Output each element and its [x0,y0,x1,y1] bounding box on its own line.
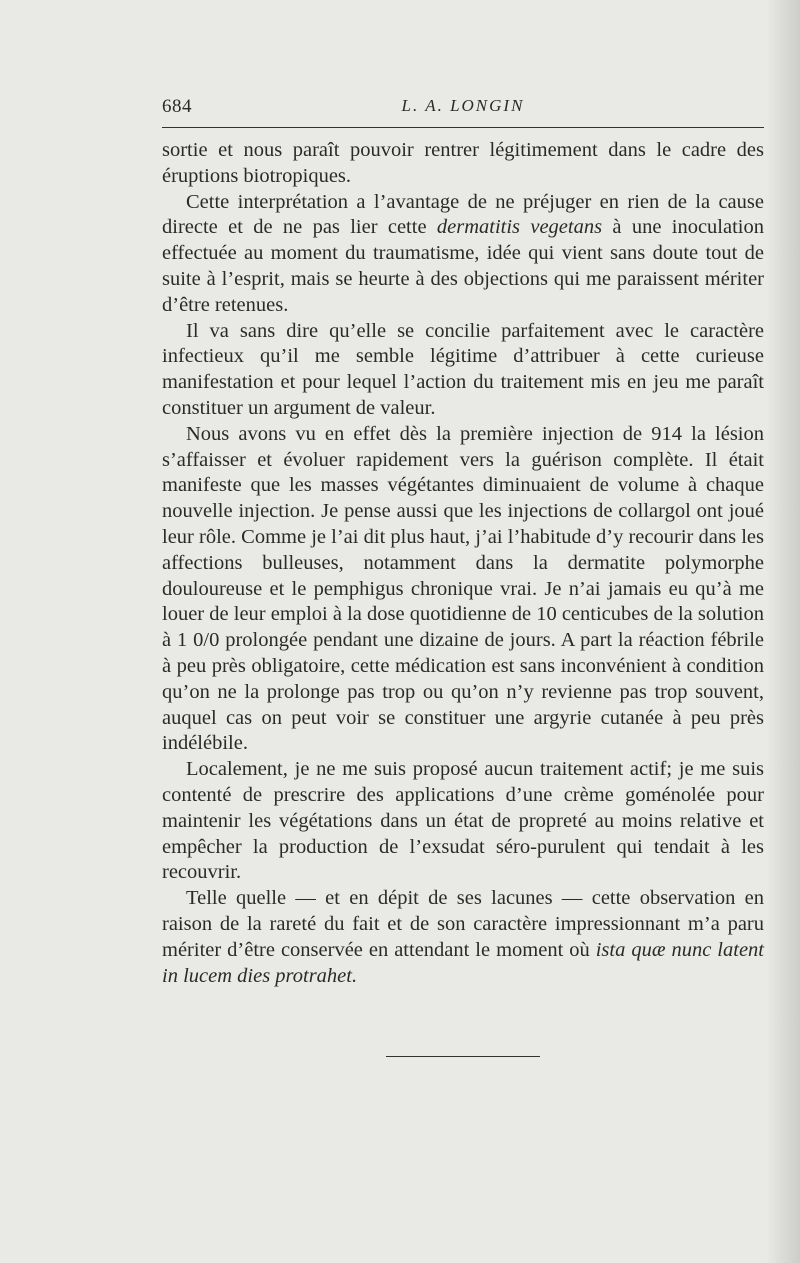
paragraph-6 [162,886,764,989]
paragraph-4 [162,422,764,757]
paragraph-3-text: Il va sans dire qu’elle se concilie parfaitement avec le caractère infectieux qu’il me semble légitime d’attribuer à cette curieuse manifestation et pour lequel l’action du traitement mis en jeu me paraît constituer un argument de valeur. [162,319,764,419]
body-text [162,138,764,989]
paragraph-5-text: Localement, je ne me suis proposé aucun traitement actif; je me suis contenté de prescrire des applications d’une crème goménolée pour maintenir les végétations dans un état de propreté au moins relative et empêcher la production de l’exsudat séro-purulent qui tendait à les recouvrir. [162,758,764,884]
end-rule [386,1056,540,1057]
paragraph-1 [162,138,764,190]
paragraph-4-text: Nous avons vu en effet dès la première injection de 914 la lésion s’affaisser et évoluer rapidement vers la guérison complète. Il était manifeste que les masses végétantes diminuaient de volume à chaque nouvelle injection. Je pense aussi que les injections de collargol ont joué leur rôle. Comme je l’ai dit plus haut, j’ai l’habitude d’y recourir dans les affections bulleuses, notamment dans la dermatite polymorphe douloureuse et le pemphigus chronique vrai. Je n’ai jamais eu qu’à me louer de leur emploi à la dose quotidienne de 10 centicubes de la solution à 1 0/0 prolongée pendant une dizaine de jours. A part la réaction fébrile à peu près obligatoire, cette médication est sans inconvénient à condition qu’on ne la prolonge pas trop ou qu’on n’y revienne pas trop souvent, auquel cas on peut voir se constituer une argyrie cutanée à peu près indélébile. [162,422,764,755]
paragraph-2 [162,190,764,319]
paragraph-1-text: sortie et nous paraît pouvoir rentrer légitimement dans le cadre des éruptions biotropiques. [162,139,764,187]
header-rule [162,127,764,128]
paragraph-5 [162,757,764,886]
page-edge-shadow [766,0,800,1263]
paragraph-2-text-start: Cette interprétation a l’avantage de ne préjuger en rien de la cause directe et de ne pas lier cette [162,190,764,239]
page-number: 684 [162,96,192,117]
paragraph-2-italic-term: dermatitis vegetans [436,216,603,239]
paragraph-2-text-end: à une inoculation effectuée au moment du traumatisme, idée qui vient sans doute tout de suite à l’esprit, mais se heurte à des objections qui me paraissent mériter d’être retenues. [162,216,764,316]
page-header [162,92,764,122]
paragraph-6-text: Telle quelle — et en dépit de ses lacunes — cette observation en raison de la rareté du fait et de son caractère impressionnant m’a paru mériter d’être conservée en attendant le moment où [162,887,764,961]
running-title: L. A. LONGIN [401,96,525,115]
paragraph-3 [162,319,764,422]
paragraph-6-latin-quote: ista quæ nunc latent in lucem dies protrahet. [162,938,764,987]
